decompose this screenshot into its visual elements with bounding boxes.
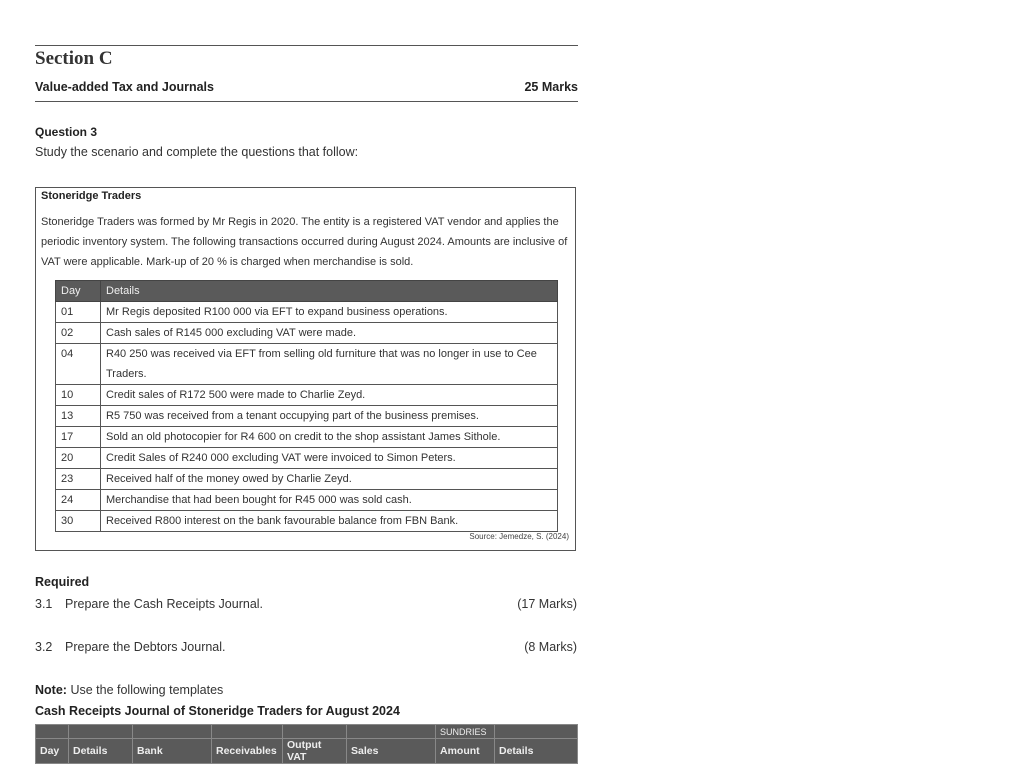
required-item-text: Prepare the Cash Receipts Journal. xyxy=(65,597,264,611)
row-details: R5 750 was received from a tenant occupying part of the business premises. xyxy=(101,406,558,427)
section-subtitle: Value-added Tax and Journals xyxy=(35,80,214,94)
crj-cell xyxy=(495,725,578,739)
crj-subheader-row xyxy=(36,725,578,739)
row-day: 23 xyxy=(56,469,101,490)
required-item-text: Prepare the Debtors Journal. xyxy=(65,640,226,654)
crj-header-sales: Sales xyxy=(347,739,436,764)
table-row xyxy=(56,344,558,385)
required-label: Required xyxy=(35,575,90,589)
row-details: Cash sales of R145 000 excluding VAT were made. xyxy=(101,323,558,344)
header-day: Day xyxy=(56,281,101,302)
row-day: 04 xyxy=(56,344,101,385)
crj-header-output-vat: Output VAT xyxy=(283,739,347,764)
crj-title: Cash Receipts Journal of Stoneridge Traders for August 2024 xyxy=(35,704,400,718)
required-item-number: 3.1 xyxy=(35,597,53,611)
crj-header-sundry-details: Details xyxy=(495,739,578,764)
header-details: Details xyxy=(101,281,558,302)
crj-cell xyxy=(36,725,69,739)
table-row xyxy=(56,323,558,344)
row-day: 30 xyxy=(56,511,101,532)
table-row xyxy=(56,427,558,448)
row-details: Credit sales of R172 500 were made to Charlie Zeyd. xyxy=(101,385,558,406)
row-details: Credit Sales of R240 000 excluding VAT were invoiced to Simon Peters. xyxy=(101,448,558,469)
crj-sundries-label: SUNDRIES xyxy=(436,725,495,739)
row-day: 20 xyxy=(56,448,101,469)
note-label: Note: xyxy=(35,683,67,697)
table-row xyxy=(56,448,558,469)
crj-cell xyxy=(212,725,283,739)
note xyxy=(35,683,223,697)
table-row xyxy=(56,406,558,427)
required-item-number: 3.2 xyxy=(35,640,53,654)
scenario-box xyxy=(35,187,576,551)
crj-header-row xyxy=(36,739,578,764)
row-day: 02 xyxy=(56,323,101,344)
transactions-table xyxy=(55,280,558,532)
crj-cell xyxy=(133,725,212,739)
section-rule xyxy=(35,101,578,102)
crj-cell xyxy=(69,725,133,739)
row-day: 24 xyxy=(56,490,101,511)
question-title: Question 3 xyxy=(35,125,98,139)
section-title: Section C xyxy=(35,48,113,69)
row-details: R40 250 was received via EFT from selling old furniture that was no longer in use to Cee Traders. xyxy=(101,344,558,385)
question-instruction: Study the scenario and complete the questions that follow: xyxy=(35,145,359,159)
table-row xyxy=(56,385,558,406)
crj-cell xyxy=(283,725,347,739)
table-row xyxy=(56,511,558,532)
row-details: Received half of the money owed by Charlie Zeyd. xyxy=(101,469,558,490)
row-day: 13 xyxy=(56,406,101,427)
crj-header-day: Day xyxy=(36,739,69,764)
note-text: Use the following templates xyxy=(70,683,224,697)
required-item-marks: (8 Marks) xyxy=(524,640,577,654)
top-rule xyxy=(35,45,578,46)
table-row xyxy=(56,302,558,323)
row-details: Sold an old photocopier for R4 600 on credit to the shop assistant James Sithole. xyxy=(101,427,558,448)
crj-header-details: Details xyxy=(69,739,133,764)
row-details: Mr Regis deposited R100 000 via EFT to expand business operations. xyxy=(101,302,558,323)
scenario-title: Stoneridge Traders xyxy=(41,190,142,202)
section-marks: 25 Marks xyxy=(524,80,578,94)
required-item-marks: (17 Marks) xyxy=(517,597,577,611)
row-details: Received R800 interest on the bank favourable balance from FBN Bank. xyxy=(101,511,558,532)
source-citation: Source: Jemedze, S. (2024) xyxy=(469,532,569,541)
transactions-header-row xyxy=(56,281,558,302)
row-day: 10 xyxy=(56,385,101,406)
crj-cell xyxy=(347,725,436,739)
table-row xyxy=(56,469,558,490)
row-details: Merchandise that had been bought for R45 000 was sold cash. xyxy=(101,490,558,511)
row-day: 17 xyxy=(56,427,101,448)
scenario-paragraph: Stoneridge Traders was formed by Mr Regis in 2020. The entity is a registered VAT vendor and applies the periodic inventory system. The following transactions occurred during August 2024. Amounts are inclusive of VAT were applicable. Mark-up of 20 % is charged when merchandise is sold. xyxy=(41,216,568,268)
crj-header-receivables: Receivables xyxy=(212,739,283,764)
crj-template-table xyxy=(35,724,578,764)
crj-header-amount: Amount xyxy=(436,739,495,764)
table-row xyxy=(56,490,558,511)
crj-header-bank: Bank xyxy=(133,739,212,764)
row-day: 01 xyxy=(56,302,101,323)
